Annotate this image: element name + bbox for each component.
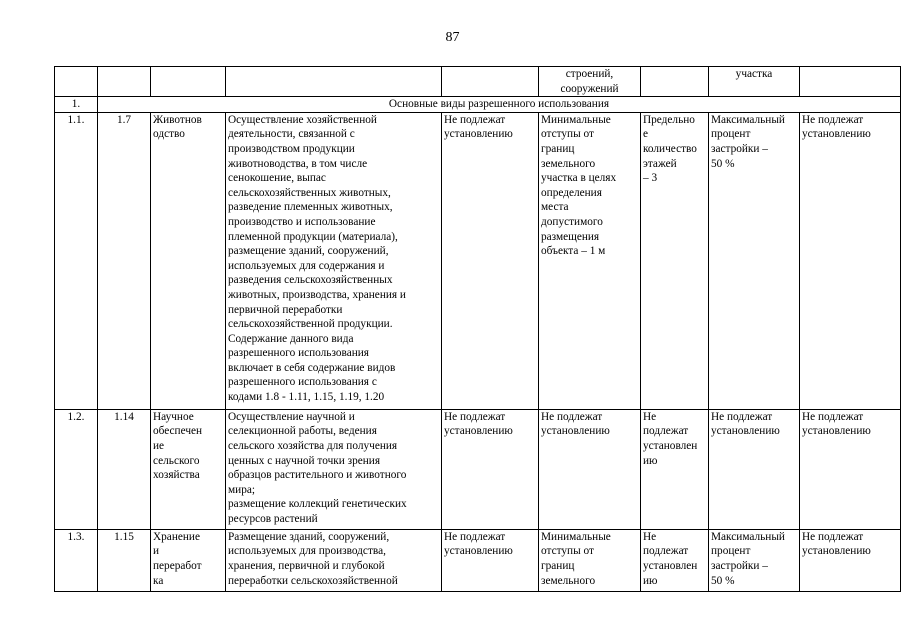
header-cell <box>641 67 709 97</box>
table-row <box>55 409 901 529</box>
page-number: 87 <box>445 30 460 45</box>
row-col7: Предельно е количество этажей – 3 <box>641 112 709 409</box>
header-cell <box>98 67 151 97</box>
land-use-table <box>54 66 901 592</box>
row-name: Научное обеспечен ие сельского хозяйства <box>151 409 226 529</box>
table-row <box>55 529 901 591</box>
header-cell <box>442 67 539 97</box>
section-number: 1. <box>55 97 98 113</box>
row-description: Осуществление хозяйственной деятельности, связанной с производством продукции животноводства, в том числе сенокошение, выпас сельскохозяйственных животных, разведение племенных животных, производство и использование племенной продукции (материала), размещение зданий, сооружений, используемых для содержания и разведения сельскохозяйственных животных, производства, хранения и первичной переработки сельскохозяйственной продукции. Содержание данного вида разрешенного использования включает в себя содержание видов разрешенного использования с кодами 1.8 - 1.11, 1.15, 1.19, 1.20 <box>226 112 442 409</box>
row-name: Хранение и переработ ка <box>151 529 226 591</box>
header-cell <box>226 67 442 97</box>
table-row <box>55 112 901 409</box>
row-description: Осуществление научной и селекционной работы, ведения сельского хозяйства для получения ценных с научной точки зрения образцов растительного и животного мира; размещение коллекций генетических ресурсов растений <box>226 409 442 529</box>
row-col7: Не подлежат установлен ию <box>641 529 709 591</box>
row-col9: Не подлежат установлению <box>800 529 901 591</box>
section-title: Основные виды разрешенного использования <box>98 97 901 113</box>
header-cell: строений, сооружений <box>539 67 641 97</box>
row-col6: Минимальные отступы от границ земельного участка в целях определения места допустимого размещения объекта – 1 м <box>539 112 641 409</box>
row-name: Животнов одство <box>151 112 226 409</box>
row-col7: Не подлежат установлен ию <box>641 409 709 529</box>
row-col6: Не подлежат установлению <box>539 409 641 529</box>
row-number: 1.3. <box>55 529 98 591</box>
row-col9: Не подлежат установлению <box>800 112 901 409</box>
row-col5: Не подлежат установлению <box>442 529 539 591</box>
row-code: 1.14 <box>98 409 151 529</box>
row-col9: Не подлежат установлению <box>800 409 901 529</box>
row-col8: Не подлежат установлению <box>709 409 800 529</box>
row-number: 1.1. <box>55 112 98 409</box>
row-col8: Максимальный процент застройки – 50 % <box>709 529 800 591</box>
row-code: 1.15 <box>98 529 151 591</box>
section-row <box>55 97 901 113</box>
row-col8: Максимальный процент застройки – 50 % <box>709 112 800 409</box>
row-col5: Не подлежат установлению <box>442 112 539 409</box>
row-code: 1.7 <box>98 112 151 409</box>
header-cell <box>800 67 901 97</box>
row-description: Размещение зданий, сооружений, используемых для производства, хранения, первичной и глубокой переработки сельскохозяйственной <box>226 529 442 591</box>
header-cell <box>151 67 226 97</box>
header-cell: участка <box>709 67 800 97</box>
header-cell <box>55 67 98 97</box>
row-number: 1.2. <box>55 409 98 529</box>
row-col6: Минимальные отступы от границ земельного <box>539 529 641 591</box>
row-col5: Не подлежат установлению <box>442 409 539 529</box>
header-row <box>55 67 901 97</box>
